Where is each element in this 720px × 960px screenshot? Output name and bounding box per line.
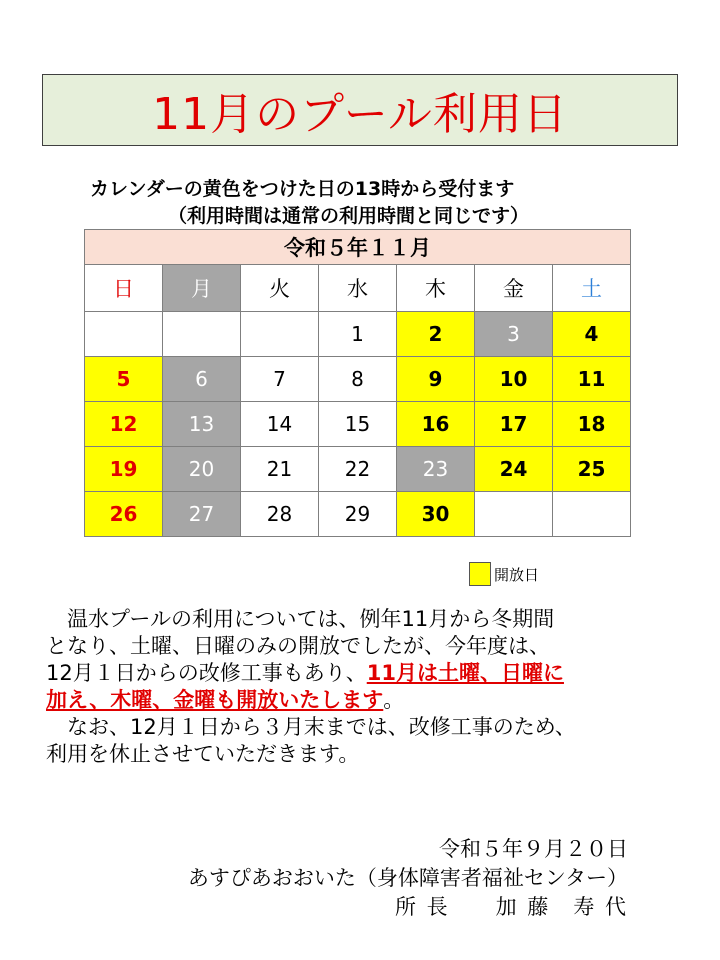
- calendar-day-cell: 1: [319, 312, 397, 357]
- calendar-day-cell: 7: [241, 357, 319, 402]
- calendar-month-label: 令和５年１１月: [85, 230, 631, 265]
- calendar-table: [84, 229, 631, 537]
- calendar-day-cell: 12: [85, 402, 163, 447]
- legend-label: 開放日: [494, 565, 540, 584]
- calendar-day-cell: 4: [553, 312, 631, 357]
- body-line-2: となり、土曜、日曜のみの開放でしたが、今年度は、: [46, 634, 550, 658]
- calendar-day-cell: 9: [397, 357, 475, 402]
- body-paragraph: [46, 606, 686, 768]
- calendar-day-cell: 11: [553, 357, 631, 402]
- weekday-sun: 日: [85, 265, 163, 312]
- calendar-day-cell: 14: [241, 402, 319, 447]
- weekday-thu: 木: [397, 265, 475, 312]
- weekday-sat: 土: [553, 265, 631, 312]
- note-line-2: （利用時間は通常の利用時間と同じです）: [168, 205, 530, 227]
- weekday-fri: 金: [475, 265, 553, 312]
- weekday-wed: 水: [319, 265, 397, 312]
- calendar-day-cell: 5: [85, 357, 163, 402]
- signature-organization: あすぴあおおいた（身体障害者福祉センター）: [187, 866, 628, 890]
- calendar-day-cell: 27: [163, 492, 241, 537]
- weekday-mon: 月: [163, 265, 241, 312]
- body-line-4: 加え、木曜、金曜も開放いたします。: [46, 688, 405, 712]
- calendar-day-cell: [163, 312, 241, 357]
- calendar-day-cell: 16: [397, 402, 475, 447]
- calendar-day-cell: 17: [475, 402, 553, 447]
- signature-person: 所 長 加 藤 寿 代: [394, 895, 628, 919]
- legend: [469, 562, 539, 586]
- body-line-3: 12月１日からの改修工事もあり、11月は土曜、日曜に: [46, 661, 564, 685]
- title-banner: [42, 74, 678, 146]
- page-title: 11月のプール利用日: [152, 89, 568, 140]
- calendar-day-cell: [475, 492, 553, 537]
- calendar-day-cell: 20: [163, 447, 241, 492]
- body-line-5: なお、12月１日から３月末までは、改修工事のため、: [67, 715, 576, 739]
- calendar-day-cell: 21: [241, 447, 319, 492]
- note-line-1: カレンダーの黄色をつけた日の13時から受付ます: [90, 178, 515, 200]
- calendar-day-cell: 3: [475, 312, 553, 357]
- calendar-day-cell: 10: [475, 357, 553, 402]
- calendar-day-cell: 6: [163, 357, 241, 402]
- calendar-day-cell: [85, 312, 163, 357]
- calendar-day-cell: 19: [85, 447, 163, 492]
- legend-swatch-open: [469, 562, 491, 586]
- calendar-day-cell: 23: [397, 447, 475, 492]
- calendar-day-cell: 2: [397, 312, 475, 357]
- weekday-tue: 火: [241, 265, 319, 312]
- calendar-day-cell: 15: [319, 402, 397, 447]
- highlight-text-2: 加え、木曜、金曜も開放いたします: [46, 688, 384, 712]
- calendar-day-cell: 26: [85, 492, 163, 537]
- calendar-day-cell: 28: [241, 492, 319, 537]
- body-line-1: 温水プールの利用については、例年11月から冬期間: [67, 607, 555, 631]
- body-line-6: 利用を休止させていただきます。: [46, 742, 360, 766]
- signature-date: 令和５年９月２０日: [439, 837, 628, 861]
- calendar-day-cell: 25: [553, 447, 631, 492]
- calendar-day-cell: 8: [319, 357, 397, 402]
- highlight-text-1: 11月は土曜、日曜に: [366, 661, 564, 685]
- calendar-day-cell: 30: [397, 492, 475, 537]
- calendar-day-cell: 22: [319, 447, 397, 492]
- calendar-day-cell: [241, 312, 319, 357]
- calendar-day-cell: 13: [163, 402, 241, 447]
- calendar-day-cell: 29: [319, 492, 397, 537]
- calendar-day-cell: 24: [475, 447, 553, 492]
- calendar-day-cell: 18: [553, 402, 631, 447]
- calendar-day-cell: [553, 492, 631, 537]
